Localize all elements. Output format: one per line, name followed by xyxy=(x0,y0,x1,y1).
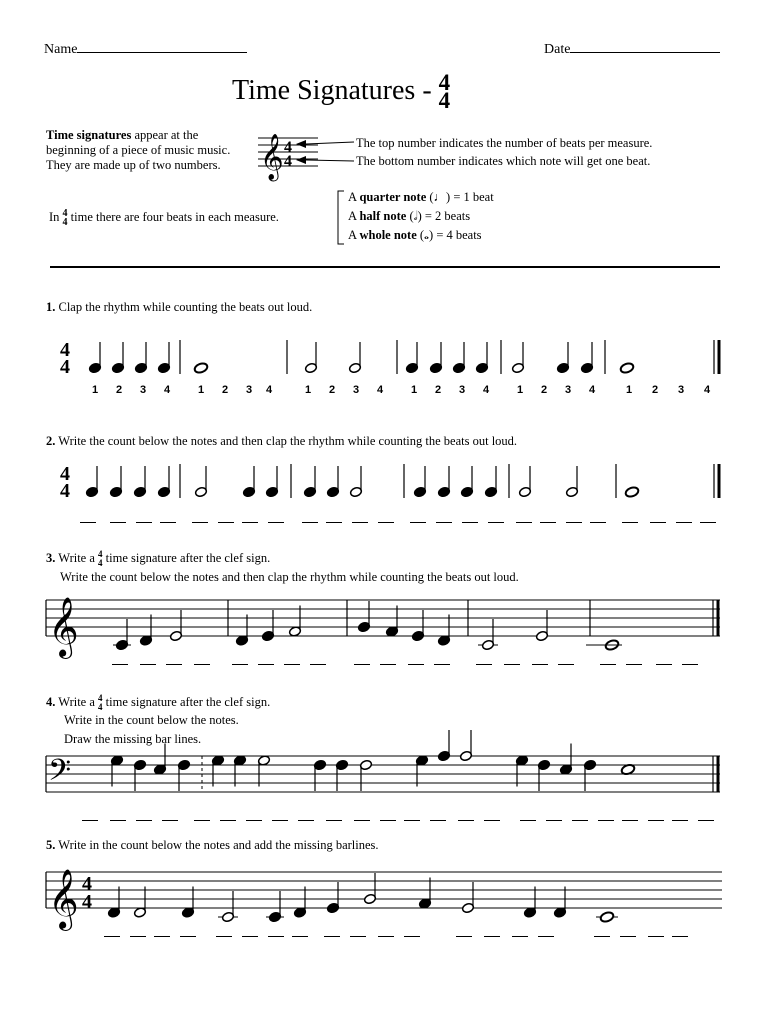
count-blank[interactable] xyxy=(160,522,176,523)
q1-count-number: 1 xyxy=(305,384,312,396)
count-blank[interactable] xyxy=(246,820,262,821)
count-blank[interactable] xyxy=(292,936,308,937)
top-number-caption: The top number indicates the number of beats per measure. xyxy=(356,136,653,150)
count-blank[interactable] xyxy=(600,664,616,665)
count-blank[interactable] xyxy=(310,664,326,665)
name-blank[interactable] xyxy=(77,40,247,53)
page-title xyxy=(232,70,451,114)
count-blank[interactable] xyxy=(504,664,520,665)
count-blank[interactable] xyxy=(352,522,368,523)
half-note-value: A half note (𝅗𝅥) = 2 beats xyxy=(348,209,471,223)
count-blank[interactable] xyxy=(136,522,152,523)
whole-note-value: A whole note (𝅝) = 4 beats xyxy=(348,228,482,242)
question-3: 3. Write a 4 4 time signature after the clef sign. xyxy=(46,549,271,568)
name-label: Name xyxy=(44,42,78,57)
count-blank[interactable] xyxy=(242,936,258,937)
title-time-signature: 4 4 xyxy=(438,70,451,114)
count-blank[interactable] xyxy=(112,664,128,665)
count-blank[interactable] xyxy=(326,522,342,523)
count-blank[interactable] xyxy=(80,522,96,523)
count-blank[interactable] xyxy=(354,820,370,821)
question-4: 4. Write a 4 4 time signature after the clef sign. xyxy=(46,693,271,712)
count-blank[interactable] xyxy=(682,664,698,665)
q4-staff xyxy=(0,748,768,808)
count-blank[interactable] xyxy=(656,664,672,665)
count-blank[interactable] xyxy=(598,820,614,821)
q1-count-number: 2 xyxy=(116,384,123,396)
count-blank[interactable] xyxy=(136,820,152,821)
whole-note xyxy=(599,911,614,923)
quarter-note-value: A quarter note (♩) = 1 beat xyxy=(348,190,494,204)
svg-text:4: 4 xyxy=(284,153,292,170)
q1-count-number: 4 xyxy=(266,384,273,396)
time-signature-bottom: 4 xyxy=(82,891,92,913)
count-blank[interactable] xyxy=(354,664,370,665)
count-blank[interactable] xyxy=(622,820,638,821)
count-blank[interactable] xyxy=(698,820,714,821)
count-blank[interactable] xyxy=(350,936,366,937)
count-blank[interactable] xyxy=(218,522,234,523)
count-blank[interactable] xyxy=(242,522,258,523)
q2-rhythm xyxy=(0,460,768,510)
count-blank[interactable] xyxy=(268,522,284,523)
count-blank[interactable] xyxy=(404,820,420,821)
q1-counts xyxy=(0,384,768,400)
count-blank[interactable] xyxy=(532,664,548,665)
q1-count-number: 1 xyxy=(92,384,99,396)
q1-rhythm xyxy=(0,330,768,380)
whole-note xyxy=(624,486,639,498)
q1-count-number: 2 xyxy=(222,384,229,396)
count-blank[interactable] xyxy=(594,936,610,937)
time-signature-top: 4 xyxy=(60,339,70,361)
count-blank[interactable] xyxy=(324,936,340,937)
count-blank[interactable] xyxy=(380,664,396,665)
count-blank[interactable] xyxy=(672,936,688,937)
q1-count-number: 4 xyxy=(377,384,384,396)
q1-count-number: 4 xyxy=(589,384,596,396)
count-blank[interactable] xyxy=(268,936,284,937)
note-values-list xyxy=(348,188,494,245)
q1-count-number: 1 xyxy=(198,384,205,396)
count-blank[interactable] xyxy=(380,820,396,821)
q1-count-number: 3 xyxy=(140,384,147,396)
count-blank[interactable] xyxy=(648,936,664,937)
date-blank[interactable] xyxy=(570,40,720,53)
q1-count-number: 2 xyxy=(652,384,659,396)
whole-note xyxy=(193,362,208,374)
count-blank[interactable] xyxy=(436,522,452,523)
svg-text:𝄞: 𝄞 xyxy=(260,134,284,180)
count-blank[interactable] xyxy=(538,936,554,937)
in-four-four-line: In 4 4 time there are four beats in each measure. xyxy=(49,208,279,228)
count-blank[interactable] xyxy=(512,936,528,937)
treble-clef: 𝄞 xyxy=(48,597,79,657)
count-blank[interactable] xyxy=(476,664,492,665)
section-divider xyxy=(50,266,720,268)
q1-count-number: 3 xyxy=(459,384,466,396)
bottom-number-caption: The bottom number indicates which note will get one beat. xyxy=(356,154,651,168)
count-blank[interactable] xyxy=(488,522,504,523)
count-blank[interactable] xyxy=(648,820,664,821)
count-blank[interactable] xyxy=(672,820,688,821)
count-blank[interactable] xyxy=(220,820,236,821)
count-blank[interactable] xyxy=(110,522,126,523)
count-blank[interactable] xyxy=(130,936,146,937)
bass-clef: 𝄢 xyxy=(48,754,72,795)
count-blank[interactable] xyxy=(650,522,666,523)
q1-count-number: 1 xyxy=(411,384,418,396)
q1-count-number: 1 xyxy=(517,384,524,396)
q1-count-number: 4 xyxy=(483,384,490,396)
count-blank[interactable] xyxy=(232,664,248,665)
count-blank[interactable] xyxy=(462,522,478,523)
date-label: Date xyxy=(544,42,571,57)
q1-count-number: 3 xyxy=(353,384,360,396)
count-blank[interactable] xyxy=(676,522,692,523)
question-2: 2. Write the count below the notes and then clap the rhythm while counting the beats out loud. xyxy=(46,434,518,448)
time-signature-bottom: 4 xyxy=(60,480,70,502)
note-values-bracket xyxy=(337,190,345,246)
count-blank[interactable] xyxy=(546,820,562,821)
q1-count-number: 4 xyxy=(704,384,711,396)
count-blank[interactable] xyxy=(430,820,446,821)
question-4-line-2: Write in the count below the notes. xyxy=(64,713,239,727)
q1-count-number: 3 xyxy=(678,384,685,396)
count-blank[interactable] xyxy=(378,522,394,523)
q1-count-number: 3 xyxy=(565,384,572,396)
q1-count-number: 2 xyxy=(329,384,336,396)
count-blank[interactable] xyxy=(326,820,342,821)
question-3-line-2: Write the count below the notes and then clap the rhythm while counting the beats out loud. xyxy=(60,570,519,584)
count-blank[interactable] xyxy=(302,522,318,523)
count-blank[interactable] xyxy=(456,936,472,937)
count-blank[interactable] xyxy=(558,664,574,665)
count-blank[interactable] xyxy=(194,664,210,665)
q1-count-number: 2 xyxy=(541,384,548,396)
count-blank[interactable] xyxy=(154,936,170,937)
count-blank[interactable] xyxy=(82,820,98,821)
question-4-line-3: Draw the missing bar lines. xyxy=(64,732,202,746)
q1-count-number: 1 xyxy=(626,384,633,396)
count-blank[interactable] xyxy=(700,522,716,523)
count-blank[interactable] xyxy=(566,522,582,523)
intro-staff-diagram xyxy=(258,124,358,184)
time-signature-bottom: 4 xyxy=(60,356,70,378)
count-blank[interactable] xyxy=(626,664,642,665)
count-blank[interactable] xyxy=(194,820,210,821)
name-field[interactable] xyxy=(44,40,247,58)
count-blank[interactable] xyxy=(590,522,606,523)
count-blank[interactable] xyxy=(258,664,274,665)
count-blank[interactable] xyxy=(408,664,424,665)
count-blank[interactable] xyxy=(216,936,232,937)
whole-note xyxy=(619,362,634,374)
count-blank[interactable] xyxy=(410,522,426,523)
count-blank[interactable] xyxy=(516,522,532,523)
count-blank[interactable] xyxy=(140,664,156,665)
q1-count-number: 3 xyxy=(246,384,253,396)
count-blank[interactable] xyxy=(434,664,450,665)
svg-text:4: 4 xyxy=(284,139,292,156)
count-blank[interactable] xyxy=(620,936,636,937)
count-blank[interactable] xyxy=(540,522,556,523)
count-blank[interactable] xyxy=(166,664,182,665)
count-blank[interactable] xyxy=(404,936,420,937)
time-signature-top: 4 xyxy=(82,873,92,895)
count-blank[interactable] xyxy=(272,820,288,821)
q1-count-number: 4 xyxy=(164,384,171,396)
q1-count-number: 2 xyxy=(435,384,442,396)
question-5: 5. Write in the count below the notes and add the missing barlines. xyxy=(46,838,379,852)
count-blank[interactable] xyxy=(180,936,196,937)
count-blank[interactable] xyxy=(284,664,300,665)
count-blank[interactable] xyxy=(192,522,208,523)
time-signature-top: 4 xyxy=(60,463,70,485)
title-text: Time Signatures - xyxy=(232,74,432,106)
q3-staff xyxy=(0,590,768,657)
count-blank[interactable] xyxy=(572,820,588,821)
count-blank[interactable] xyxy=(484,820,500,821)
date-field[interactable] xyxy=(544,40,720,58)
count-blank[interactable] xyxy=(484,936,500,937)
count-blank[interactable] xyxy=(298,820,314,821)
question-1: 1. Clap the rhythm while counting the beats out loud. xyxy=(46,300,313,314)
count-blank[interactable] xyxy=(378,936,394,937)
intro-paragraph: Time signatures appear at the beginning of a piece of music music. They are made up of two numbers. xyxy=(46,128,231,172)
count-blank[interactable] xyxy=(110,820,126,821)
count-blank[interactable] xyxy=(622,522,638,523)
treble-clef: 𝄞 xyxy=(48,869,79,929)
q5-staff xyxy=(0,860,768,929)
count-blank[interactable] xyxy=(104,936,120,937)
count-blank[interactable] xyxy=(162,820,178,821)
count-blank[interactable] xyxy=(520,820,536,821)
count-blank[interactable] xyxy=(458,820,474,821)
